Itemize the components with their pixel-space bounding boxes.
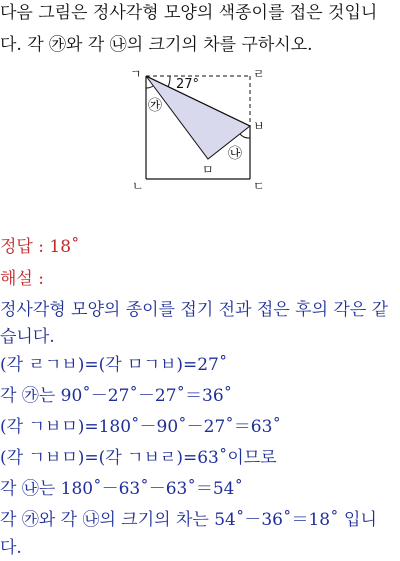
explanation-line: 각 ㉯는 180˚－63˚－63˚＝54˚: [0, 479, 243, 499]
explanation-line: 정사각형 모양의 종이를 접기 전과 접은 후의 각은 같: [0, 300, 389, 320]
angle-27-arc: [168, 76, 170, 87]
explanation-line: 습니다.: [0, 327, 55, 347]
explanation-line: 다.: [0, 538, 22, 558]
explanation-heading: 해설 :: [0, 269, 44, 289]
angle-27-label: 27°: [176, 77, 200, 92]
answer-line: 정답 : 18˚: [0, 237, 80, 257]
angle-ga-arc: [146, 86, 153, 88]
angle-na-label: ㉯: [228, 146, 242, 162]
corner-bieup-label: ㅂ: [253, 119, 265, 133]
corner-giyeok-label: ㄱ: [130, 67, 142, 81]
angle-na-arc: [240, 134, 250, 138]
folded-square-figure: [128, 66, 278, 194]
point-mieum-label: ㅁ: [202, 163, 214, 177]
question-line-2: 다. 각 ㉮와 각 ㉯의 크기의 차를 구하시오.: [0, 35, 313, 55]
corner-rieul-label: ㄹ: [253, 67, 265, 81]
explanation-line: (각 ㄱㅂㅁ)=180˚－90˚－27˚＝63˚: [0, 417, 281, 437]
explanation-line: 각 ㉮와 각 ㉯의 크기의 차는 54˚－36˚＝18˚ 입니: [0, 510, 377, 530]
angle-ga-label: ㉮: [148, 98, 162, 114]
corner-digeut-label: ㄷ: [253, 179, 265, 193]
explanation-line: 각 ㉮는 90˚－27˚－27˚＝36˚: [0, 386, 233, 406]
question-line-1: 다음 그림은 정사각형 모양의 색종이를 접은 것입니: [0, 3, 378, 23]
explanation-line: (각 ㄹㄱㅂ)=(각 ㅁㄱㅂ)=27˚: [0, 355, 228, 375]
corner-nieun-label: ㄴ: [132, 179, 144, 193]
explanation-line: (각 ㄱㅂㅁ)=(각 ㄱㅂㄹ)=63˚이므로: [0, 448, 277, 468]
